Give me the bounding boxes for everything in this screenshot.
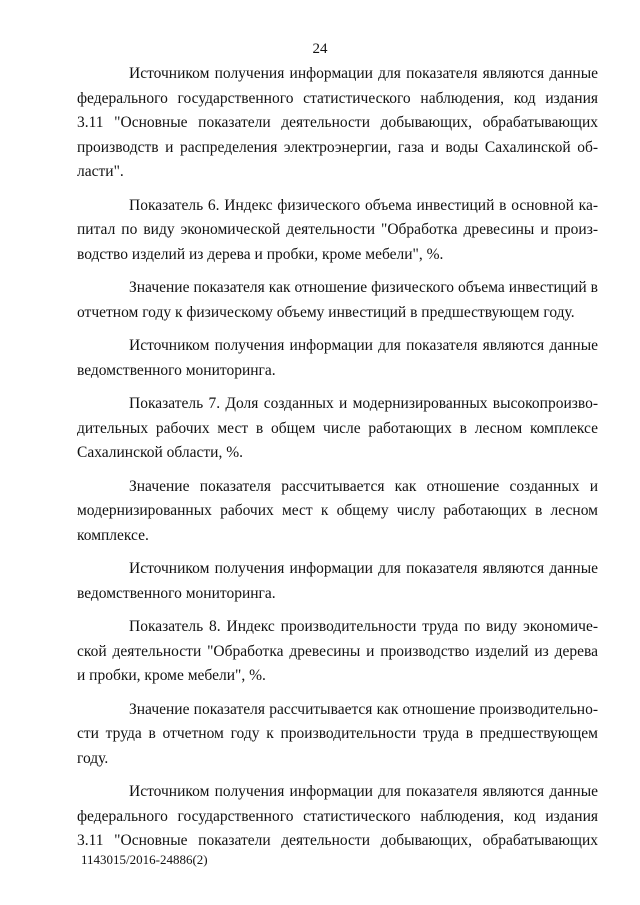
text-line: Сахалинской области, %. [77, 444, 243, 461]
text-line: комплексе. [77, 526, 149, 544]
text-line: водство изделий из дерева и пробки, кроме мебели", %. [77, 245, 444, 263]
text-line: ведомственного мониторинга. [77, 361, 276, 379]
text-line: Значение показателя рассчитывается как отношение созданных и [129, 477, 598, 495]
paragraph [77, 392, 598, 466]
text-line: Источником получения информации для показателя являются данные [129, 337, 598, 354]
text-line: Значение показателя рассчитывается как отношение производительно- [129, 700, 598, 718]
paragraph [77, 276, 598, 325]
text-line: и пробки, кроме мебели", %. [77, 667, 266, 684]
page-number: 24 [312, 41, 328, 57]
document-code-footer: 1143015/2016-24886(2) [81, 852, 208, 867]
text-line: Значение показателя как отношение физического объема инвестиций в [129, 279, 598, 296]
text-line: федерального государственного статистического наблюдения, код издания [77, 807, 598, 825]
text-line: ласти". [77, 163, 124, 180]
text-line: отчетном году к физическому объему инвестиций в предшествующем году. [77, 303, 575, 321]
text-line: году. [77, 749, 109, 767]
text-line: Источником получения информации для показателя являются данные [129, 783, 598, 800]
paragraph [77, 698, 598, 772]
text-line: ведомственного мониторинга. [77, 584, 276, 602]
text-line: Источником получения информации для показателя являются данные [129, 560, 598, 577]
text-line: модернизированных рабочих мест к общему числу работающих в лесном [77, 502, 598, 519]
text-line: дительных рабочих мест в общем числе работающих в лесном комплексе [77, 419, 598, 437]
text-line: Показатель 6. Индекс физического объема инвестиций в основной ка- [129, 196, 598, 214]
paragraph [77, 62, 598, 185]
paragraph [77, 780, 598, 854]
text-line: федерального государственного статистического наблюдения, код издания [77, 89, 598, 107]
text-line: 3.11 "Основные показатели деятельности добывающих, обрабатывающих [77, 832, 598, 849]
paragraph [77, 615, 598, 689]
text-line: Показатель 7. Доля созданных и модернизированных высокопроизво- [129, 395, 598, 412]
text-line: Показатель 8. Индекс производительности труда по виду экономиче- [129, 618, 598, 635]
text-line: 3.11 "Основные показатели деятельности добывающих, обрабатывающих [77, 114, 598, 131]
text-line: ской деятельности "Обработка древесины и производство изделий из дерева [77, 642, 598, 660]
text-line: производств и распределения электроэнергии, газа и воды Сахалинской об- [77, 138, 598, 156]
text-line: питал по виду экономической деятельности "Обработка древесины и произ- [77, 221, 598, 238]
text-line: сти труда в отчетном году к производительности труда в предшествующем [77, 725, 598, 742]
paragraph [77, 475, 598, 549]
text-line: Источником получения информации для показателя являются данные [129, 65, 598, 82]
paragraph [77, 194, 598, 268]
paragraph [77, 557, 598, 606]
paragraph [77, 334, 598, 383]
document-body [77, 62, 598, 863]
